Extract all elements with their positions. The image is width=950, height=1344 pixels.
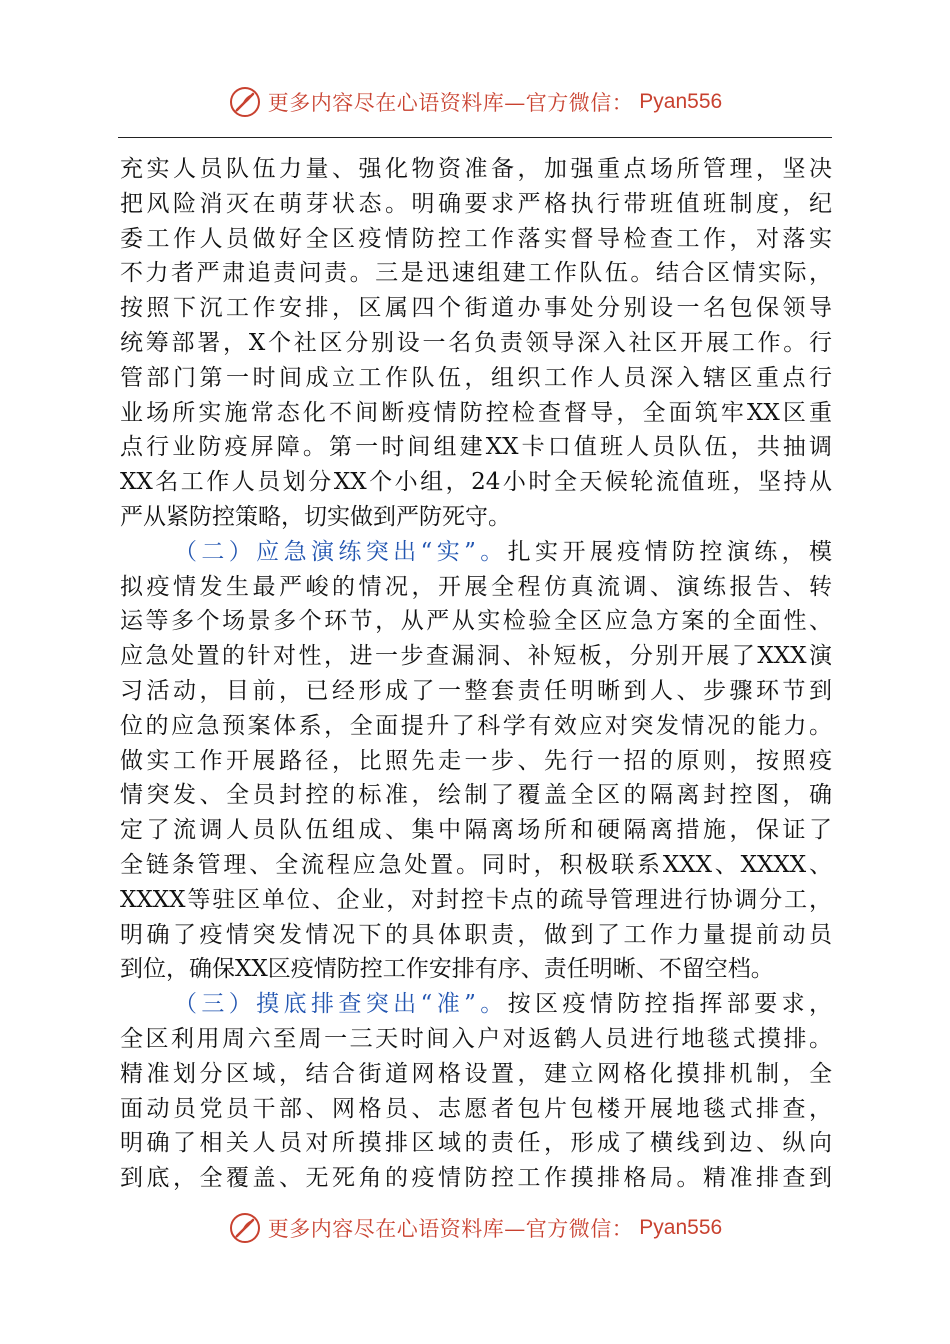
text-line: 到底，全覆盖、无死角的疫情防控工作摸排格局。精准排查到 (120, 1165, 832, 1192)
text-line: 明确了相关人员对所摸排区域的责任，形成了横线到边、纵向 (120, 1130, 832, 1157)
text-line: 充实人员队伍力量、强化物资准备，加强重点场所管理，坚决 (120, 156, 832, 182)
text-line: 定了流调人员队伍组成、集中隔离场所和硬隔离措施，保证了 (120, 817, 832, 844)
watermark-text: 更多内容尽在心语资料库—官方微信： (267, 1217, 634, 1241)
watermark-wechat-id: Pyan556 (639, 1216, 723, 1239)
text-line: XXXX等驻区单位、企业，对封控卡点的疏导管理进行协调分工， (120, 886, 832, 913)
text-line: 到位，确保XX区疫情防控工作安排有序、责任明晰、不留空档。 (120, 956, 774, 983)
section-2-first-line (120, 535, 832, 570)
text-line: 做实工作开展路径，比照先走一步、先行一招的原则，按照疫 (120, 747, 832, 774)
watermark-text: 更多内容尽在心语资料库—官方微信： (267, 91, 634, 115)
watermark-top (0, 82, 950, 122)
section-3-heading: （三）摸底排查突出“准”。 (174, 991, 508, 1018)
text-line: 业场所实施常态化不间断疫情防控检查督导，全面筑牢XX区重 (120, 399, 832, 426)
text-line: 全区利用周六至周一三天时间入户对返鹤人员进行地毯式摸排。 (120, 1025, 832, 1052)
text-line: 全链条管理、全流程应急处置。同时，积极联系XXX、XXXX、 (120, 851, 832, 878)
text-line: 按照下沉工作安排，区属四个街道办事处分别设一名包保领导 (120, 295, 832, 322)
text-line: 运等多个场景多个环节，从严从实检验全区应急方案的全面性、 (120, 608, 832, 635)
text-line: 委工作人员做好全区疫情防控工作落实督导检查工作，对落实 (120, 225, 832, 252)
text-line: 不力者严肃追责问责。三是迅速组建工作队伍。结合区情实际， (120, 260, 832, 287)
text-line: 严从紧防控策略，切实做到严防死守。 (120, 503, 511, 530)
text-line: 拟疫情发生最严峻的情况，开展全程仿真流调、演练报告、转 (120, 573, 832, 600)
document-body (120, 152, 832, 1196)
text-line: 点行业防疫屏障。第一时间组建XX卡口值班人员队伍，共抽调 (120, 434, 832, 461)
watermark-bottom (0, 1208, 950, 1248)
text-line: 面动员党员干部、网格员、志愿者包片包楼开展地毯式排查， (120, 1095, 832, 1122)
section-2-heading: （二）应急演练突出“实”。 (174, 538, 508, 565)
section-3-first-text: 按区疫情防控指挥部要求， (507, 991, 832, 1018)
text-line: 把风险消灭在萌芽状态。明确要求严格执行带班值班制度，纪 (120, 190, 832, 217)
quill-seal-icon (228, 1211, 262, 1245)
text-line: 应急处置的针对性，进一步查漏洞、补短板，分别开展了XXX演 (120, 643, 832, 670)
watermark-wechat-id: Pyan556 (639, 90, 723, 113)
text-line: XX名工作人员划分XX个小组，24小时全天候轮流值班，坚持从 (120, 469, 832, 496)
text-line: 管部门第一时间成立工作队伍，组织工作人员深入辖区重点行 (120, 364, 832, 391)
text-line: 精准划分区域，结合街道网格设置，建立网格化摸排机制，全 (120, 1060, 832, 1087)
section-3-first-line (120, 987, 832, 1022)
header-divider (118, 137, 832, 138)
text-line: 情突发、全员封控的标准，绘制了覆盖全区的隔离封控图，确 (120, 782, 832, 809)
text-line: 位的应急预案体系，全面提升了科学有效应对突发情况的能力。 (120, 712, 832, 739)
quill-seal-icon (228, 85, 262, 119)
text-line: 明确了疫情突发情况下的具体职责，做到了工作力量提前动员 (120, 921, 832, 948)
section-2-first-text: 扎实开展疫情防控演练，模 (507, 538, 832, 565)
text-line: 统筹部署，X个社区分别设一名负责领导深入社区开展工作。行 (120, 329, 832, 356)
text-line: 习活动，目前，已经形成了一整套责任明晰到人、步骤环节到 (120, 677, 832, 704)
